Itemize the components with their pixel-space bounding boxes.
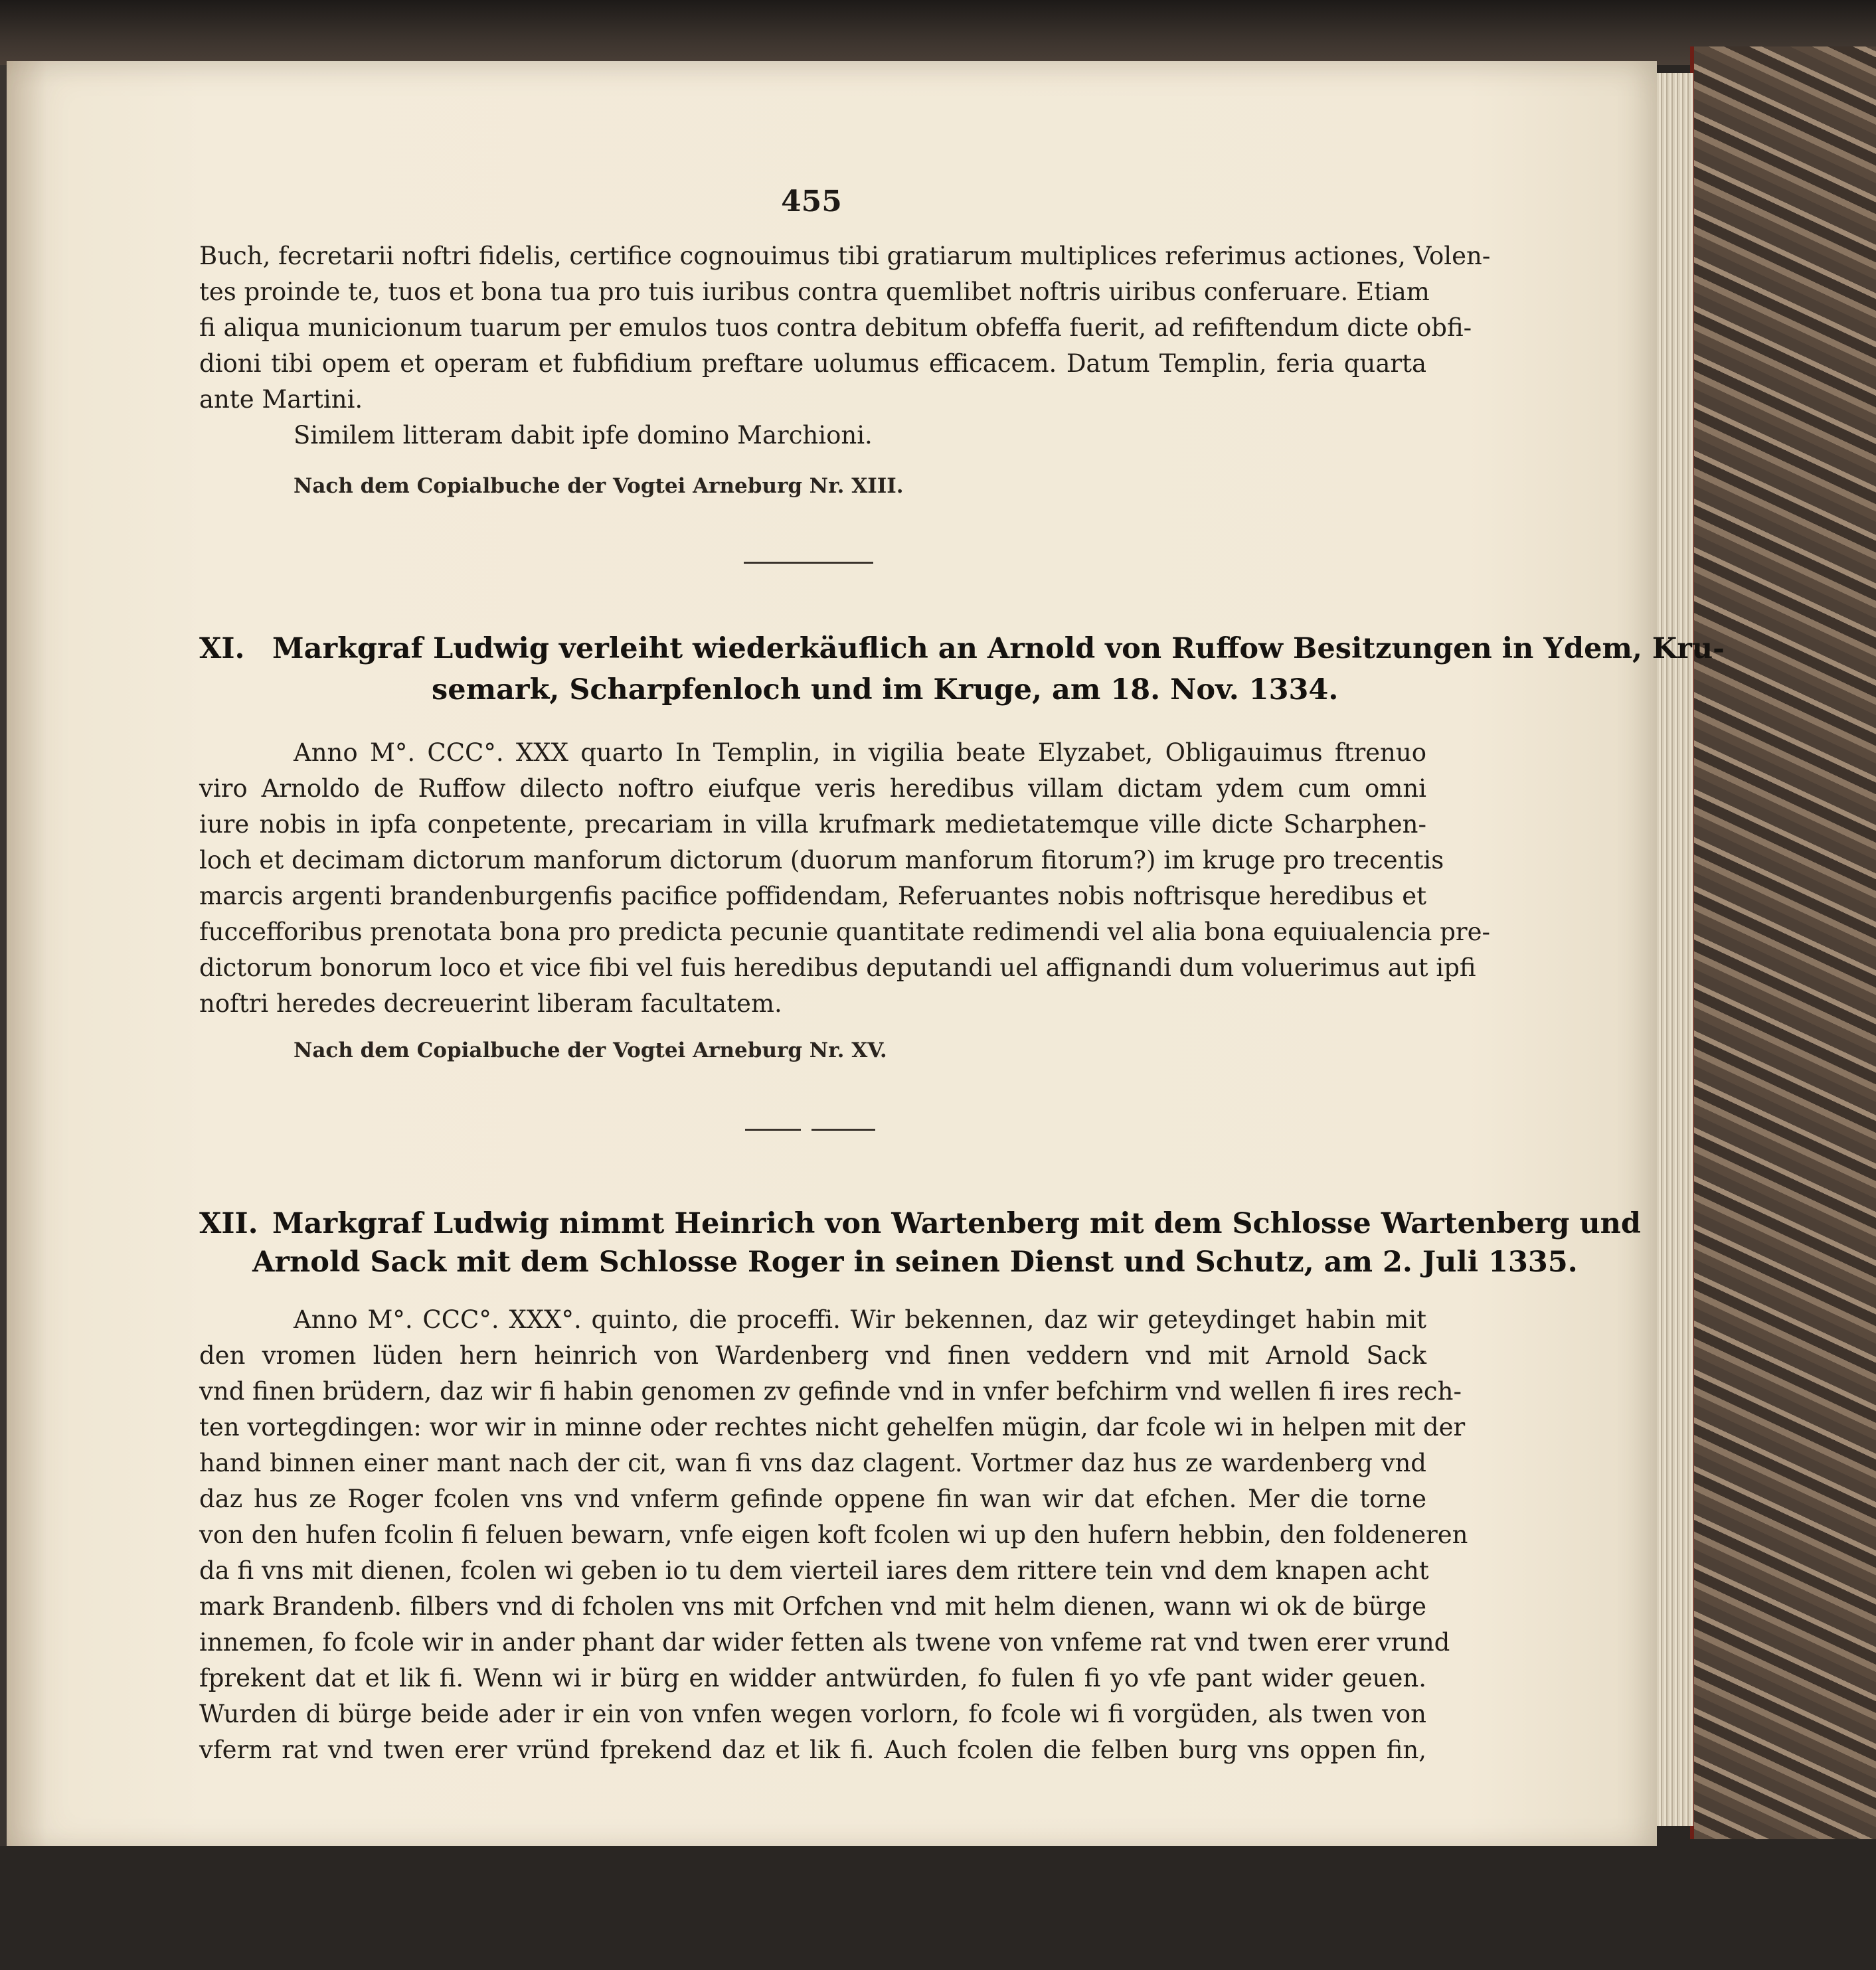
text-line: Anno M°. CCC°. XXX quarto In Templin, in vigilia beate Elyzabet, Obligauimus ftrenuo: [294, 738, 1426, 767]
text-line: ante Martini.: [199, 385, 363, 414]
closing-line: Similem litteram dabit ipfe domino Marchioni.: [294, 421, 873, 450]
source-note: Nach dem Copialbuche der Vogtei Arneburg Nr. XIII.: [294, 474, 904, 498]
text-line: tes proinde te, tuos et bona tua pro tuis iuribus contra quemlibet noftris uiribus conferuare. Etiam: [199, 278, 1430, 306]
book-cover-marbled-edge: [1690, 46, 1876, 1839]
text-line: iure nobis in ipfa conpetente, precariam in villa krufmark medietatemque ville dicte Scharphen-: [199, 810, 1426, 839]
text-line: noftri heredes decreuerint liberam facultatem.: [199, 989, 782, 1018]
heading-line: Markgraf Ludwig verleiht wiederkäuflich an Arnold von Ruffow Besitzungen in Ydem, Kru-: [272, 632, 1725, 665]
text-line: fi aliqua municionum tuarum per emulos tuos contra debitum obfeffa fuerit, ad refiftendum dicte obfi-: [199, 313, 1472, 342]
text-line: Wurden di bürge beide ader ir ein von vnfen wegen vorlorn, fo fcole wi fi vorgüden, als twen von: [199, 1700, 1426, 1728]
section-number: XI.: [199, 632, 245, 665]
text-line: fprekent dat et lik fi. Wenn wi ir bürg en widder antwürden, fo fulen fi yo vfe pant wider geuen.: [199, 1664, 1426, 1692]
source-note: Nach dem Copialbuche der Vogtei Arneburg Nr. XV.: [294, 1038, 887, 1062]
text-line: hand binnen einer mant nach der cit, wan fi vns daz clagent. Vortmer daz hus ze wardenberg vnd: [199, 1449, 1426, 1477]
text-line: dioni tibi opem et operam et fubfidium preftare uolumus efficacem. Datum Templin, feria quarta: [199, 349, 1426, 378]
text-line: fuccefforibus prenotata bona pro predicta pecunie quantitate redimendi vel alia bona equiualencia pre-: [199, 918, 1491, 946]
text-line: von den hufen fcolin fi feluen bewarn, vnfe eigen koft fcolen wi up den hufern hebbin, den foldeneren: [199, 1520, 1468, 1549]
background-below-book: [0, 1846, 1876, 1970]
text-line: da fi vns mit dienen, fcolen wi geben io tu dem vierteil iares dem rittere tein vnd dem knapen acht: [199, 1556, 1429, 1585]
heading-line: Markgraf Ludwig nimmt Heinrich von Wartenberg mit dem Schlosse Wartenberg und: [272, 1207, 1641, 1240]
section-heading: [199, 631, 1725, 667]
text-line: daz hus ze Roger fcolen vns vnd vnferm gefinde oppene fin wan wir dat efchen. Mer die torne: [199, 1485, 1426, 1513]
text-line: vnd finen brüdern, daz wir fi habin genomen zv gefinde vnd in vnfer befchirm vnd wellen fi ires rech-: [199, 1377, 1462, 1406]
page-number: 455: [781, 185, 842, 218]
heading-line: semark, Scharpfenloch und im Kruge, am 18. Nov. 1334.: [432, 673, 1339, 706]
text-line: mark Brandenb. filbers vnd di fcholen vns mit Orfchen vnd mit helm dienen, wann wi ok de bürge: [199, 1592, 1426, 1621]
text-line: Anno M°. CCC°. XXX°. quinto, die proceffi. Wir bekennen, daz wir geteydinget habin mit: [294, 1305, 1426, 1334]
text-line: vferm rat vnd twen erer vründ fprekend daz et lik fi. Auch fcolen die felben burg vns oppen fin,: [199, 1736, 1426, 1764]
section-divider: [744, 562, 873, 564]
text-line: den vromen lüden hern heinrich von Wardenberg vnd finen veddern vnd mit Arnold Sack: [199, 1341, 1426, 1370]
page-edges: [1654, 73, 1693, 1826]
section-divider: [745, 1129, 801, 1131]
section-heading: [199, 1206, 1641, 1242]
text-line: loch et decimam dictorum manforum dictorum (duorum manforum fitorum?) im kruge pro trecentis: [199, 846, 1444, 874]
text-line: viro Arnoldo de Ruffow dilecto noftro eiufque veris heredibus villam dictam ydem cum omni: [199, 774, 1426, 803]
section-divider: [811, 1129, 875, 1131]
text-line: Buch, fecretarii noftri fidelis, certifice cognouimus tibi gratiarum multiplices referimus actiones, Volen-: [199, 242, 1491, 270]
heading-line: Arnold Sack mit dem Schlosse Roger in seinen Dienst und Schutz, am 2. Juli 1335.: [252, 1246, 1578, 1279]
book-cover-top: [0, 0, 1876, 65]
section-number: XII.: [199, 1207, 258, 1240]
text-line: ten vortegdingen: wor wir in minne oder rechtes nicht gehelfen mügin, dar fcole wi in helpen mit der: [199, 1413, 1466, 1441]
text-line: dictorum bonorum loco et vice fibi vel fuis heredibus deputandi uel affignandi dum voluerimus aut ipfi: [199, 953, 1476, 982]
text-line: marcis argenti brandenburgenfis pacifice poffidendam, Referuantes nobis noftrisque heredibus et: [199, 882, 1426, 910]
text-line: innemen, fo fcole wir in ander phant dar wider fetten als twene von vnfeme rat vnd twen erer vrund: [199, 1628, 1450, 1657]
